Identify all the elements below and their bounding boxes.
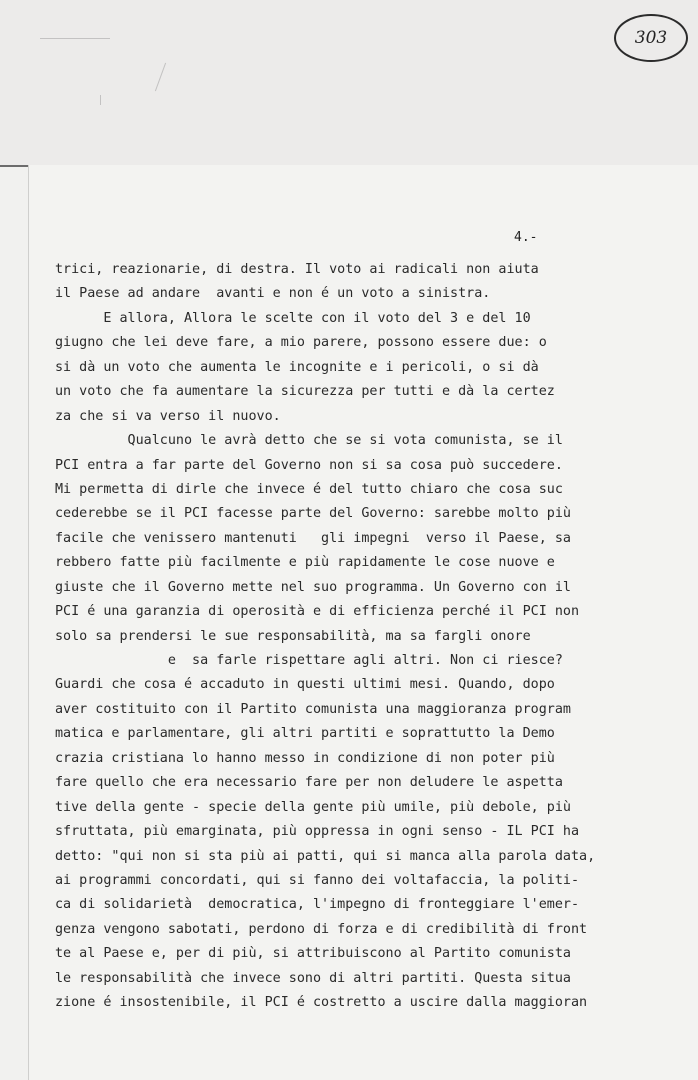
text-line: solo sa prendersi le sue responsabilità, ma sa fargli onore [55, 628, 531, 644]
text-line: ca di solidarietà democratica, l'impegno di fronteggiare l'emer- [55, 897, 580, 913]
text-line: sfruttata, più emarginata, più oppressa in ogni senso - IL PCI ha [55, 824, 580, 840]
typed-body-text [55, 258, 615, 1016]
text-line: PCI entra a far parte del Governo non si sa cosa può succedere. [55, 457, 563, 473]
text-line: crazia cristiana lo hanno messo in condizione di non poter più [55, 750, 555, 766]
text-line: un voto che fa aumentare la sicurezza per tutti e dà la certez [55, 384, 555, 400]
previous-sheet [0, 0, 698, 167]
text-line: e sa farle rispettare agli altri. Non ci riesce? [55, 653, 563, 668]
text-line: il Paese ad andare avanti e non é un voto a sinistra. [55, 286, 491, 302]
text-line: ai programmi concordati, qui si fanno dei voltafaccia, la politi- [55, 872, 580, 888]
page-number: 4.- [514, 230, 538, 245]
text-line: genza vengono sabotati, perdono di forza e di credibilità di front [55, 921, 588, 937]
text-line: tive della gente - specie della gente più umile, più debole, più [55, 799, 571, 815]
text-line: giuste che il Governo mette nel suo programma. Un Governo con il [55, 579, 571, 595]
text-line: trici, reazionarie, di destra. Il voto ai radicali non aiuta [55, 262, 539, 277]
stamp-number: 303 [634, 28, 668, 48]
text-line: le responsabilità che invece sono di altri partiti. Questa situa [55, 970, 571, 986]
text-line: facile che venissero mantenuti gli impegni verso il Paese, sa [55, 530, 571, 546]
page-stamp [614, 14, 688, 62]
text-line: Qualcuno le avrà detto che se si vota comunista, se il [55, 433, 563, 449]
text-line: matica e parlamentare, gli altri partiti e soprattutto la Demo [55, 726, 555, 742]
text-line: Guardi che cosa é accaduto in questi ultimi mesi. Quando, dopo [55, 677, 555, 693]
smudge-mark [40, 38, 110, 39]
text-line: cederebbe se il PCI facesse parte del Governo: sarebbe molto più [55, 506, 571, 522]
text-line: fare quello che era necessario fare per non deludere le aspetta [55, 775, 563, 791]
text-line: giugno che lei deve fare, a mio parere, possono essere due: o [55, 335, 547, 351]
text-line: E allora, Allora le scelte con il voto del 3 e del 10 [55, 310, 531, 326]
text-line: aver costituito con il Partito comunista una maggioranza program [55, 701, 571, 717]
text-line: rebbero fatte più facilmente e più rapidamente le cose nuove e [55, 555, 555, 571]
text-line: te al Paese e, per di più, si attribuiscono al Partito comunista [55, 946, 571, 962]
text-line: si dà un voto che aumenta le incognite e i pericoli, o si dà [55, 359, 539, 375]
text-line: PCI é una garanzia di operosità e di efficienza perché il PCI non [55, 604, 580, 620]
smudge-mark [155, 63, 166, 92]
text-line: zione é insostenibile, il PCI é costretto a uscire dalla maggioran [55, 995, 588, 1011]
smudge-mark [100, 95, 101, 105]
text-line: za che si va verso il nuovo. [55, 408, 281, 424]
text-line: Mi permetta di dirle che invece é del tutto chiaro che cosa suc [55, 481, 563, 497]
text-line: detto: "qui non si sta più ai patti, qui si manca alla parola data, [55, 848, 596, 864]
